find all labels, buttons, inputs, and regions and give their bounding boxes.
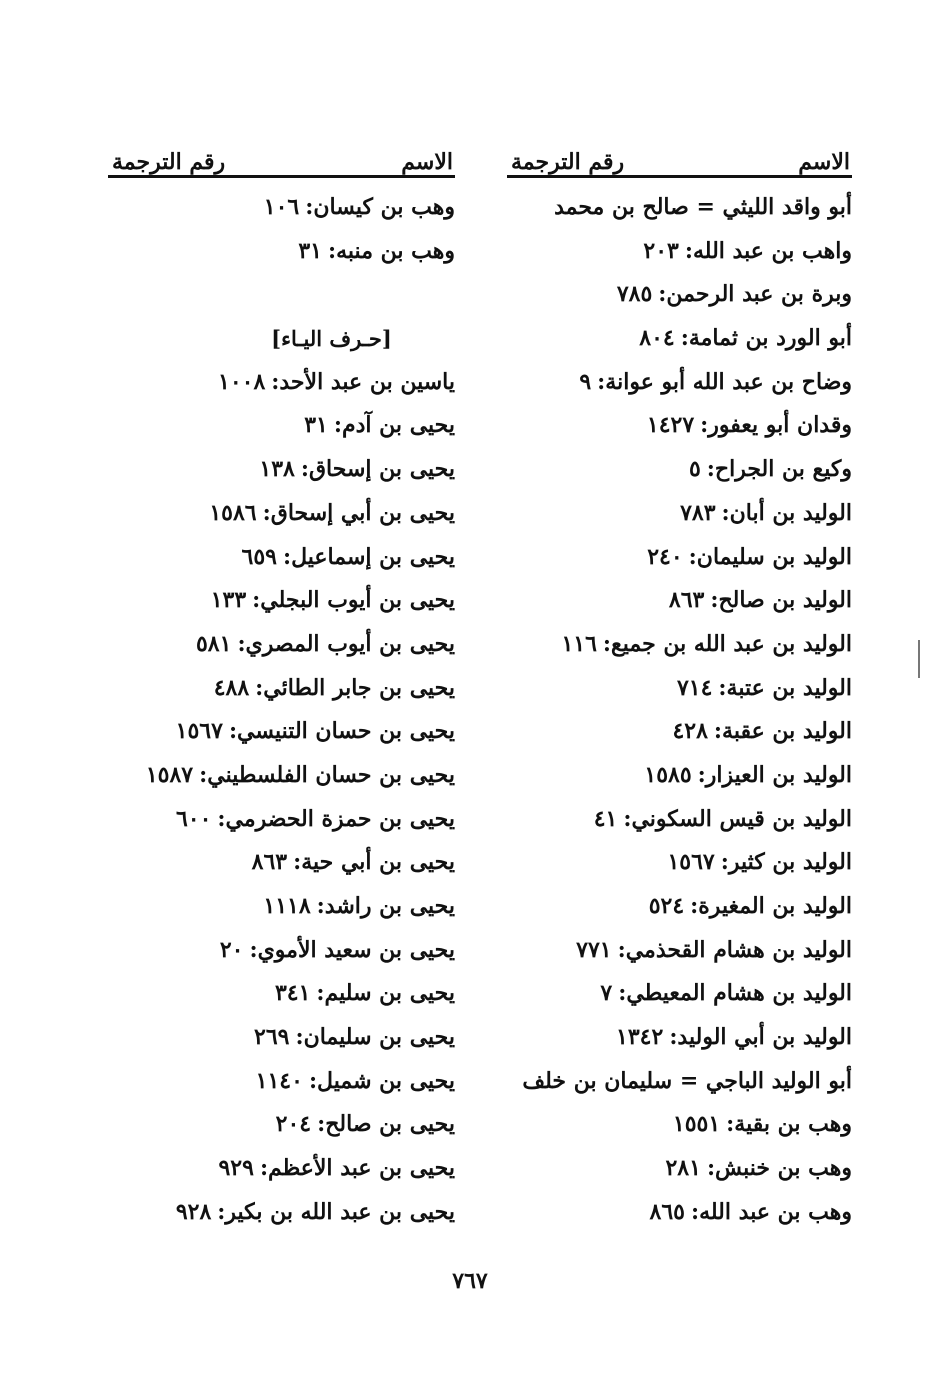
entry-name: وهب بن خنبش: xyxy=(706,1155,852,1182)
entry-name: الوليد بن كثير: xyxy=(720,849,852,876)
entry-name: وكيع بن الجراح: xyxy=(706,456,852,483)
entry-number: ١٣٨ xyxy=(259,456,295,483)
index-entry xyxy=(507,754,852,798)
index-entry xyxy=(507,1060,852,1104)
index-entry xyxy=(507,273,852,317)
entry-number: ٩ xyxy=(579,368,592,395)
entry-name: الوليد بن أبان: xyxy=(721,499,852,526)
entry-name: وهب بن بقية: xyxy=(726,1111,852,1138)
entry-number: ٦٠٠ xyxy=(175,805,212,832)
entry-number: ١٥٨٧ xyxy=(145,761,194,788)
left-column-header xyxy=(108,125,455,178)
entry-name: واهب بن عبد الله: xyxy=(684,237,852,264)
entry-number: ١٥٦٧ xyxy=(175,718,223,745)
entry-name: وهب بن كيسان: xyxy=(305,194,455,220)
entry-name: يحيى بن آدم: xyxy=(333,412,455,439)
entry-number: ١٥٥١ xyxy=(672,1111,721,1138)
entry-number: ٩٢٨ xyxy=(175,1198,212,1225)
entry-number: ٣١ xyxy=(298,237,322,264)
index-entry xyxy=(108,448,455,492)
entry-number: ١٠٦ xyxy=(263,194,300,220)
index-entry xyxy=(108,710,455,754)
section-title: [حـرف اليـاء] xyxy=(271,326,392,352)
index-entry xyxy=(507,1147,852,1191)
header-name: الاسم xyxy=(401,149,453,175)
entry-name: الوليد بن المغيرة: xyxy=(690,893,852,919)
header-name: الاسم xyxy=(798,149,850,175)
entry-number: ٢٦٩ xyxy=(254,1024,290,1051)
entry-name: يحيى بن حمزة الحضرمي: xyxy=(217,805,455,832)
entry-name: الوليد بن سليمان: xyxy=(688,543,852,570)
header-number: رقم الترجمة xyxy=(511,149,625,175)
header-number: رقم الترجمة xyxy=(112,149,226,175)
entry-name: الوليد بن العيزار: xyxy=(697,761,852,788)
index-entry xyxy=(507,841,852,885)
entry-name: أبو الوليد الباجي = سليمان بن خلف xyxy=(522,1067,852,1094)
entry-name: يحيى بن راشد: xyxy=(316,893,455,919)
index-entry xyxy=(108,1016,455,1060)
index-entry xyxy=(108,1103,455,1147)
entry-number: ٥ xyxy=(688,456,701,483)
entry-number: ١١٦ xyxy=(561,630,597,657)
index-entry xyxy=(108,1060,455,1104)
entry-name: يحيى بن سليم: xyxy=(316,980,455,1007)
entry-number: ١٥٦٧ xyxy=(667,849,715,876)
entry-number: ٦٥٩ xyxy=(241,543,277,570)
index-entry xyxy=(507,972,852,1016)
entry-number: ١٣٣ xyxy=(210,587,247,614)
index-entry xyxy=(108,361,455,405)
index-entry xyxy=(507,667,852,711)
index-entry xyxy=(108,754,455,798)
entry-name: يحيى بن صالح: xyxy=(317,1111,455,1138)
entry-name: الوليد بن عبد الله بن جميع: xyxy=(602,630,852,657)
entry-name: الوليد بن أبي الوليد: xyxy=(669,1024,852,1051)
spacer xyxy=(108,273,455,317)
entry-name: ياسين بن عبد الأحد: xyxy=(271,368,455,395)
entry-name: الوليد بن صالح: xyxy=(710,587,852,614)
index-entry xyxy=(507,1103,852,1147)
entry-name: وضاح بن عبد الله أبو عوانة: xyxy=(597,368,852,395)
left-entry-list xyxy=(108,186,455,1235)
index-entry xyxy=(108,972,455,1016)
entry-name: يحيى بن أيوب البجلي: xyxy=(252,587,455,614)
index-entry xyxy=(507,1191,852,1235)
entry-number: ٨٦٥ xyxy=(649,1198,685,1225)
entry-number: ٣٤١ xyxy=(274,980,311,1007)
entry-name: وهب بن منبه: xyxy=(328,237,455,264)
entry-number: ٧ xyxy=(600,980,613,1007)
index-entry xyxy=(507,536,852,580)
entry-number: ٢٤٠ xyxy=(647,543,683,570)
entry-number: ٩٢٩ xyxy=(218,1155,254,1182)
left-column xyxy=(108,125,455,1235)
entry-number: ٢٨١ xyxy=(665,1155,701,1182)
page-number: ٧٦٧ xyxy=(452,1268,488,1294)
entry-name: يحيى بن سعيد الأموي: xyxy=(249,936,455,963)
entry-number: ١٥٨٥ xyxy=(644,761,692,788)
index-entry xyxy=(507,1016,852,1060)
entry-number: ٧١٤ xyxy=(676,674,713,701)
entry-number: ٤١ xyxy=(593,805,618,832)
entry-name: وهب بن عبد الله: xyxy=(690,1198,852,1225)
margin-mark xyxy=(918,640,920,678)
entry-number: ٢٠ xyxy=(219,936,244,963)
index-entry xyxy=(108,1191,455,1235)
entry-name: يحيى بن حسان التنيسي: xyxy=(228,718,455,745)
entry-number: ١١١٨ xyxy=(263,893,311,919)
index-entry xyxy=(507,186,852,230)
entry-number: ١٤٢٧ xyxy=(646,412,695,439)
entry-name: وقدان أبو يعفور: xyxy=(700,412,852,439)
entry-name: يحيى بن إسماعيل: xyxy=(282,543,455,570)
entry-number: ٣١ xyxy=(304,412,328,439)
entry-name: أبو واقد الليثي = صالح بن محمد xyxy=(554,194,852,220)
index-entry xyxy=(108,186,455,230)
entry-name: يحيى بن أبي إسحاق: xyxy=(262,499,455,526)
entry-number: ٤٢٨ xyxy=(672,718,708,745)
entry-number: ٢٠٣ xyxy=(643,237,679,264)
entry-number: ١٠٠٨ xyxy=(218,368,266,395)
index-entry xyxy=(507,492,852,536)
entry-number: ٥٨١ xyxy=(195,630,232,657)
entry-number: ٤٨٨ xyxy=(213,674,250,701)
index-entry xyxy=(507,885,852,929)
entry-number: ١٥٨٦ xyxy=(209,499,257,526)
entry-number: ٧٨٣ xyxy=(680,499,716,526)
entry-name: الوليد بن عتبة: xyxy=(718,674,852,701)
index-entry xyxy=(507,361,852,405)
index-entry xyxy=(507,448,852,492)
entry-name: يحيى بن سليمان: xyxy=(295,1024,455,1051)
entry-name: يحيى بن شميل: xyxy=(308,1067,455,1094)
index-entry xyxy=(507,404,852,448)
entry-name: يحيى بن عبد الله بن بكير: xyxy=(217,1198,455,1225)
entry-number: ٥٢٤ xyxy=(648,893,685,919)
index-entry xyxy=(108,798,455,842)
right-column-header xyxy=(507,125,852,178)
entry-name: يحيى بن عبد الأعظم: xyxy=(259,1155,455,1182)
entry-number: ١٣٤٢ xyxy=(616,1024,664,1051)
entry-name: يحيى بن أبي حية: xyxy=(293,849,455,876)
index-entry xyxy=(507,798,852,842)
entry-name: يحيى بن حسان الفلسطيني: xyxy=(199,761,455,788)
index-entry xyxy=(108,579,455,623)
entry-name: الوليد بن عقبة: xyxy=(713,718,852,745)
index-entry xyxy=(108,492,455,536)
index-entry xyxy=(108,667,455,711)
entry-name: يحيى بن جابر الطائي: xyxy=(255,674,455,701)
entry-name: الوليد بن قيس السكوني: xyxy=(623,805,852,832)
index-entry xyxy=(507,579,852,623)
entry-number: ٧٨٥ xyxy=(616,281,653,308)
index-entry xyxy=(507,317,852,361)
index-entry xyxy=(108,404,455,448)
index-entry xyxy=(108,929,455,973)
index-entry xyxy=(507,230,852,274)
entry-number: ١١٤٠ xyxy=(255,1067,303,1094)
index-entry xyxy=(108,536,455,580)
index-entry xyxy=(507,710,852,754)
entry-number: ٧٧١ xyxy=(576,936,612,963)
entry-number: ٨٦٣ xyxy=(668,587,705,614)
index-entry xyxy=(108,1147,455,1191)
entry-name: الوليد بن هشام القحذمي: xyxy=(617,936,852,963)
index-entry xyxy=(108,623,455,667)
entry-number: ٢٠٤ xyxy=(275,1111,312,1138)
index-entry xyxy=(108,885,455,929)
entry-number: ٨٦٣ xyxy=(251,849,288,876)
entry-name: الوليد بن هشام المعيطي: xyxy=(618,980,852,1007)
index-entry xyxy=(108,230,455,274)
entry-name: أبو الورد بن ثمامة: xyxy=(680,325,852,352)
index-entry xyxy=(507,623,852,667)
entry-number: ٨٠٤ xyxy=(639,325,675,352)
entry-name: يحيى بن إسحاق: xyxy=(300,456,455,483)
index-entry xyxy=(507,929,852,973)
right-column xyxy=(507,125,852,1235)
entry-name: يحيى بن أيوب المصري: xyxy=(237,630,455,657)
entry-name: وبرة بن عبد الرحمن: xyxy=(658,281,852,308)
right-entry-list xyxy=(507,186,852,1235)
index-entry xyxy=(108,841,455,885)
